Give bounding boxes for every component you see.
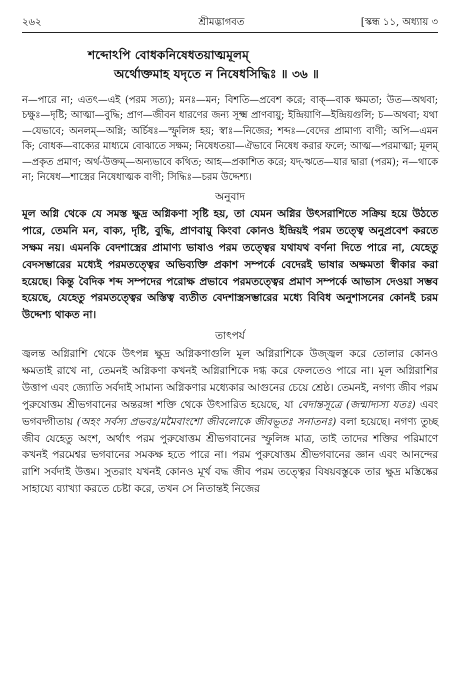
purport-paragraph [22,346,438,498]
translation-text: মূল অগ্নি থেকে যে সমস্ত ক্ষুদ্র অগ্নিকণা সৃষ্টি হয়, তা যেমন অগ্নির উৎসরাশিতে সক্রিয় হয়ে উঠতে পারে, তেমনি মন, বাক্য, দৃষ্টি, বুদ্ধি, প্রাণবায়ু কিংবা কোনও ইন্দ্রিয়ই পরম তত্ত্বে অনুপ্রবেশ করতে সক্ষম নয়। এমনকি বেদশাস্ত্রের প্রামাণ্য ভাষাও পরম তত্ত্বের যথাযথ বর্ণনা দিতে পারে না, যেহেতু বেদসম্ভারের মধ্যেই পরমতত্ত্বের অভিব্যক্তি প্রকাশ সম্পর্কে বেদেরই ভাষার অক্ষমতা স্বীকার করা হয়েছে। কিন্তু বৈদিক শব্দ সম্পদের পরোক্ষ প্রভাবে পরমতত্ত্বের প্রমাণ সম্পর্কে আভাস দেওয়া সম্ভব হয়েছে, যেহেতু পরমতত্ত্বের অস্তিত্ব ব্যতীত বেদশাস্ত্রসম্ভারের মধ্যে বিবিধ অনুশাসনের কোনই চরম উদ্দেশ্য থাকত না। [22,208,438,322]
verse-line-1: শব্দোঽপি বোধকনিষেধতয়াত্মমূলম্ [88,48,249,62]
running-title: শ্রীমদ্ভাগবত [198,17,245,28]
book-page [22,16,438,498]
purport-text [22,346,438,498]
purport-citation-2: (অহং সর্বস্য প্রভবঃ/মমৈবাংশো জীবলোকে জীবভূতঃ সনাতনঃ) [76,415,337,428]
canto-chapter: [স্কন্ধ ১১, অধ্যায় ৩ [360,17,438,28]
page-header [22,16,438,33]
synonyms-paragraph: ন—পারে না; এতৎ—এই (পরম সত্য); মনঃ—মন; বিশতি—প্রবেশ করে; বাক্—বাক ক্ষমতা; উত—অথবা; চক্ষুঃ—দৃষ্টি; আত্মা—বুদ্ধি; প্রাণ—জীবন ধারণের জন্য সূক্ষ্ম প্রাণবায়ু; ইন্দ্রিয়াণি—ইন্দ্রিয়গুলি; চ—অথবা; যথা—যেভাবে; অনলম্—অগ্নি; অর্চিষঃ—স্ফুলিঙ্গ হয়; স্বাঃ—নিজের; শব্দঃ—বেদের প্রামাণ্য বাণী; অপি—এমন কি; বোধক—বাক্যের মাধ্যমে বোঝাতে সক্ষম; নিষেধতয়া—ঐভাবে নিষেধ করার ফলে; আত্ম—পরমাত্মা; মূলম্—প্রকৃত প্রমাণ; অর্থ-উক্তম্—অন্যভাবে কথিত; আহ—প্রকাশিত করে; যদ্-ঋতে—যার দ্বারা (পরম); ন—থাকে না; নিষেধ—শাস্ত্রের নিষেধাত্মক বাণী; সিদ্ধিঃ—চরম উদ্দেশ্য। [22,95,438,184]
verse-line-2: অর্থোক্তমাহ যদৃতে ন নিষেধসিদ্ধিঃ ॥ ৩৬ ॥ [114,67,319,81]
purport-citation-1: বেদান্তসূত্রে (জন্মাদ্যস্য যতঃ) [297,398,416,411]
page-number: ২৬২ [22,17,42,28]
purport-text-3: বলা হয়েছে। নগণ্য তুচ্ছ জীব যেহেতু অংশ, অর্থাৎ পরম পুরুষোত্তম শ্রীভগবানের স্ফুলিঙ্গ মাত্র, তাই তাদের শক্তির পরিমাণে কখনই পরমেশ্বর ভগবানের সমকক্ষ হতে পারে না। পরম পুরুষোত্তম শ্রীভগবানের জ্ঞান এবং আনন্দের রাশি সর্বদাই উত্তম। সুতরাং যখনই কোনও মূর্খ বদ্ধ জীব পরম তত্ত্বের বিষয়বস্তুকে তার ক্ষুদ্র মস্তিষ্কের সাহায্যে ব্যাখ্যা করতে চেষ্টা করে, তখন সে নিতান্তই নিজের [22,415,438,496]
translation-heading: অনুবাদ [215,191,245,204]
translation-paragraph [22,206,438,324]
purport-text-1: জ্বলন্ত অগ্নিরাশি থেকে উৎপন্ন ক্ষুদ্র অগ্নিকণাগুলি মূল অগ্নিরাশিকে উজ্জ্বল করে তোলার কোনও ক্ষমতাই রাখে না, তেমনই অগ্নিকণা কখনই অগ্নিরাশিকে দগ্ধ করে ফেলতেও পারে না। মূল অগ্নিরাশির উত্তাপ এবং জ্যোতি সর্বদাই সামান্য অগ্নিকণার মধ্যেকার আগুনের চেয়ে শ্রেষ্ঠ। তেমনই, নগণ্য জীব পরম পুরুষোত্তম শ্রীভগবানের অন্তরঙ্গা শক্তি থেকে উৎসারিত হয়েছে, যা [22,348,438,411]
purport-heading: তাৎপর্য [215,330,245,343]
purport-text-2: এবং ভগবদ্গীতায় [22,398,438,428]
sanskrit-verse [22,46,438,84]
